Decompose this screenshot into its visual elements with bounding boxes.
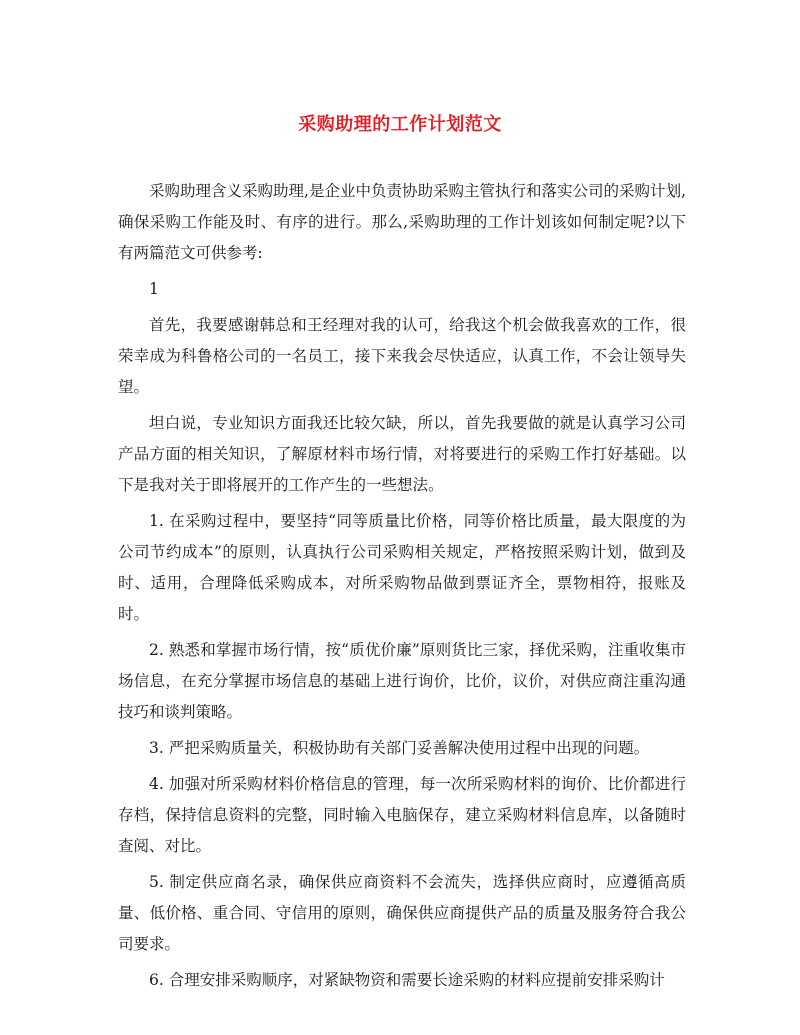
paragraph-section-number: 1 <box>149 280 159 298</box>
paragraph-intro: 采购助理含义采购助理,是企业中负责协助采购主管执行和落实公司的采购计划,确保采购工作能及时、有序的进行。那么,采购助理的工作计划该如何制定呢?以下有两篇范文可供参考: <box>118 182 686 262</box>
document-body <box>118 176 686 1001</box>
list-item-3: 3. 严把采购质量关，积极协助有关部门妥善解决使用过程中出现的问题。 <box>149 739 650 757</box>
list-item-5: 5. 制定供应商名录，确保供应商资料不会流失，选择供应商时，应遵循高质量、低价格、重合同、守信用的原则，确保供应商提供产品的质量及服务符合我公司要求。 <box>118 873 686 953</box>
list-item-4: 4. 加强对所采购材料价格信息的管理，每一次所采购材料的询价、比价都进行存档，保持信息资料的完整，同时输入电脑保存，建立采购材料信息库，以备随时查阅、对比。 <box>118 775 686 855</box>
paragraph-thanks: 首先，我要感谢韩总和王经理对我的认可，给我这个机会做我喜欢的工作，很荣幸成为科鲁格公司的一名员工，接下来我会尽快适应，认真工作，不会让领导失望。 <box>118 316 686 396</box>
paragraph-learning: 坦白说，专业知识方面我还比较欠缺，所以，首先我要做的就是认真学习公司产品方面的相关知识，了解原材料市场行情，对将要进行的采购工作打好基础。以下是我对关于即将展开的工作产生的一些想法。 <box>118 414 686 494</box>
list-item-1: 1. 在采购过程中，要坚持“同等质量比价格，同等价格比质量，最大限度的为公司节约成本”的原则，认真执行公司采购相关规定，严格按照采购计划，做到及时、适用，合理降低采购成本，对所采购物品做到票证齐全，票物相符，报账及时。 <box>118 512 686 623</box>
list-item-2: 2. 熟悉和掌握市场行情，按“质优价廉”原则货比三家，择优采购，注重收集市场信息，在充分掌握市场信息的基础上进行询价，比价，议价，对供应商注重沟通技巧和谈判策略。 <box>118 641 686 721</box>
document-title: 采购助理的工作计划范文 <box>298 114 502 135</box>
list-item-6: 6. 合理安排采购顺序，对紧缺物资和需要长途采购的材料应提前安排采购计 <box>149 971 665 989</box>
